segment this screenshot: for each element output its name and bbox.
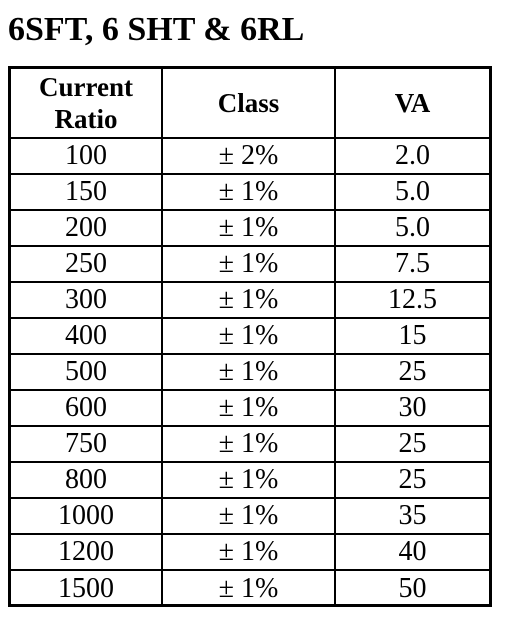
cell-class: ± 1% xyxy=(162,210,335,246)
table-row xyxy=(11,174,489,210)
table-row xyxy=(11,210,489,246)
cell-va: 5.0 xyxy=(335,174,489,210)
cell-current-ratio: 100 xyxy=(11,138,162,174)
ratio-table-container xyxy=(8,66,492,607)
column-header-current-ratio-line2: Ratio xyxy=(54,104,118,134)
page-title: 6SFT, 6 SHT & 6RL xyxy=(8,11,305,48)
table-row xyxy=(11,246,489,282)
cell-va: 12.5 xyxy=(335,282,489,318)
cell-class: ± 1% xyxy=(162,534,335,570)
cell-va: 25 xyxy=(335,426,489,462)
cell-current-ratio: 200 xyxy=(11,210,162,246)
column-header-current-ratio-line1: Current xyxy=(39,72,133,102)
cell-current-ratio: 1200 xyxy=(11,534,162,570)
table-row xyxy=(11,462,489,498)
cell-va: 50 xyxy=(335,570,489,606)
table-header-row xyxy=(11,69,489,138)
table-row xyxy=(11,390,489,426)
ratio-table xyxy=(11,69,489,606)
cell-va: 2.0 xyxy=(335,138,489,174)
table-row xyxy=(11,282,489,318)
cell-va: 15 xyxy=(335,318,489,354)
cell-class: ± 1% xyxy=(162,318,335,354)
cell-current-ratio: 1500 xyxy=(11,570,162,606)
cell-class: ± 1% xyxy=(162,570,335,606)
cell-class: ± 1% xyxy=(162,426,335,462)
cell-va: 25 xyxy=(335,462,489,498)
cell-class: ± 1% xyxy=(162,174,335,210)
column-header-current-ratio xyxy=(11,69,162,138)
column-header-class: Class xyxy=(162,69,335,138)
table-row xyxy=(11,426,489,462)
cell-class: ± 1% xyxy=(162,246,335,282)
cell-va: 30 xyxy=(335,390,489,426)
cell-current-ratio: 300 xyxy=(11,282,162,318)
cell-class: ± 2% xyxy=(162,138,335,174)
cell-class: ± 1% xyxy=(162,462,335,498)
column-header-va: VA xyxy=(335,69,489,138)
cell-va: 40 xyxy=(335,534,489,570)
cell-class: ± 1% xyxy=(162,390,335,426)
table-row xyxy=(11,138,489,174)
cell-class: ± 1% xyxy=(162,354,335,390)
cell-current-ratio: 250 xyxy=(11,246,162,282)
cell-va: 7.5 xyxy=(335,246,489,282)
table-row xyxy=(11,570,489,606)
cell-current-ratio: 750 xyxy=(11,426,162,462)
table-row xyxy=(11,354,489,390)
cell-va: 5.0 xyxy=(335,210,489,246)
cell-class: ± 1% xyxy=(162,282,335,318)
cell-va: 35 xyxy=(335,498,489,534)
cell-current-ratio: 800 xyxy=(11,462,162,498)
cell-current-ratio: 600 xyxy=(11,390,162,426)
table-row xyxy=(11,318,489,354)
cell-va: 25 xyxy=(335,354,489,390)
cell-current-ratio: 400 xyxy=(11,318,162,354)
cell-class: ± 1% xyxy=(162,498,335,534)
cell-current-ratio: 500 xyxy=(11,354,162,390)
table-row xyxy=(11,498,489,534)
cell-current-ratio: 150 xyxy=(11,174,162,210)
cell-current-ratio: 1000 xyxy=(11,498,162,534)
table-row xyxy=(11,534,489,570)
